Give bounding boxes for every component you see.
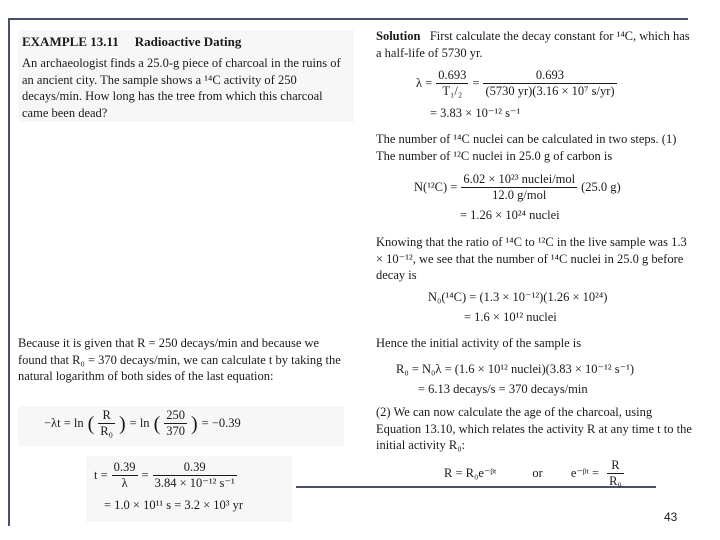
given-paragraph: Because it is given that R = 250 decays/min and because we found that R₀ = 370 decays/min, we can calculate t by taking the natural logarithm of both sides of the last equation: <box>18 336 341 383</box>
n0-line-2: = 1.6 × 10¹² nuclei <box>464 310 557 324</box>
decay-eq-1: R = R₀e⁻ᵝᵗ <box>444 466 497 480</box>
t-result: = 1.0 × 10¹¹ s = 3.2 × 10³ yr <box>104 498 244 512</box>
t-den-1: λ <box>121 476 128 490</box>
decay-den: R₀ <box>609 474 622 488</box>
lambda-num-2: 0.693 <box>483 68 616 84</box>
ln-equation: −λt = ln ( $\frac{R}{\text{R₀}}$ ) = ln ( $\frac{250}{370}$ ) = −0.39 <box>44 408 241 438</box>
n12-num: 6.02 × 10²³ nuclei/mol <box>463 172 576 186</box>
ln-fraction-1 <box>98 408 115 439</box>
lambda-num-1: 0.693 <box>438 68 467 82</box>
ln-den-2: 370 <box>166 424 185 438</box>
frame-top-line <box>8 18 688 20</box>
n12-factor: (25.0 g) <box>581 180 621 194</box>
ln-den-1: R₀ <box>100 424 113 438</box>
solution-label: Solution <box>376 29 421 43</box>
example-number: EXAMPLE 13.11 <box>22 34 119 49</box>
n12-lhs: N(¹²C) = <box>414 180 458 194</box>
decay-or: or <box>532 466 543 480</box>
example-problem: An archaeologist finds a 25.0-g piece of charcoal in the ruins of an ancient city. The sample shows a ¹⁴C activity of 250 decays/min. How long has the tree from which this charcoal came been dead? <box>22 56 341 120</box>
ln-num-1: R <box>98 408 115 424</box>
lambda-fraction-1 <box>436 68 468 99</box>
example-heading <box>22 34 241 50</box>
solution-intro: First calculate the decay constant for ¹⁴C, which has a half-life of 5730 yr. <box>376 29 690 60</box>
n0-line-1: N₀(¹⁴C) = (1.3 × 10⁻¹²)(1.26 × 10²⁴) <box>428 290 608 304</box>
n12-den: 12.0 g/mol <box>492 188 547 202</box>
n12-equation <box>414 172 621 203</box>
t-den-2: 3.84 × 10⁻¹² s⁻¹ <box>154 476 235 490</box>
solution-intro-paragraph <box>376 28 694 61</box>
n12-fraction <box>461 172 577 203</box>
decay-eq-2-lhs: e⁻ᵝᵗ = <box>570 466 600 480</box>
t-num-1: 0.39 <box>113 460 136 474</box>
lambda-den-1: T₁/₂ <box>442 84 463 98</box>
frame-left-line <box>8 18 10 526</box>
r0-line-2: = 6.13 decays/s = 370 decays/min <box>418 382 588 396</box>
t-equation <box>94 460 237 491</box>
lambda-den-2: (5730 yr)(3.16 × 10⁷ s/yr) <box>485 84 615 98</box>
page-number: 43 <box>664 510 678 524</box>
example-subtitle: Radioactive Dating <box>134 34 242 49</box>
lambda-fraction-2 <box>483 68 616 99</box>
age-paragraph: (2) We can now calculate the age of the charcoal, using Equation 13.10, which relates the activity R at any time t to the initial activity R₀: <box>376 405 692 452</box>
decay-num: R <box>607 458 624 474</box>
t-eq-sign: = <box>141 468 149 482</box>
lambda-equation <box>416 68 617 99</box>
ln-num-2: 250 <box>166 408 185 422</box>
r0-line-1: R₀ = N₀λ = (1.6 × 10¹² nuclei)(3.83 × 10⁻¹² s⁻¹) <box>396 362 635 376</box>
t-fraction-1 <box>112 460 138 491</box>
ln-result: = −0.39 <box>201 416 241 430</box>
decay-fraction <box>607 458 624 489</box>
n12-result: = 1.26 × 10²⁴ nuclei <box>460 208 560 222</box>
decay-equation <box>444 458 624 489</box>
t-lhs: t = <box>94 468 108 482</box>
ln-mid: = ln <box>129 416 150 430</box>
t-fraction-2 <box>153 460 237 491</box>
initial-activity-paragraph: Hence the initial activity of the sample is <box>376 336 582 350</box>
ratio-paragraph: Knowing that the ratio of ¹⁴C to ¹²C in the live sample was 1.3 × 10⁻¹², we see that the number of ¹⁴C nuclei in 25.0 g before decay is <box>376 235 687 282</box>
lambda-eq-sign: = <box>472 76 480 90</box>
ln-fraction-2 <box>164 408 187 439</box>
lambda-result: = 3.83 × 10⁻¹² s⁻¹ <box>430 106 521 120</box>
t-num-2: 0.39 <box>153 460 237 476</box>
lambda-lhs: λ = <box>416 76 433 90</box>
nuclei-paragraph: The number of ¹⁴C nuclei can be calculated in two steps. (1) The number of ¹²C nuclei in 25.0 g of carbon is <box>376 132 677 163</box>
ln-lhs: −λt = ln <box>44 416 84 430</box>
